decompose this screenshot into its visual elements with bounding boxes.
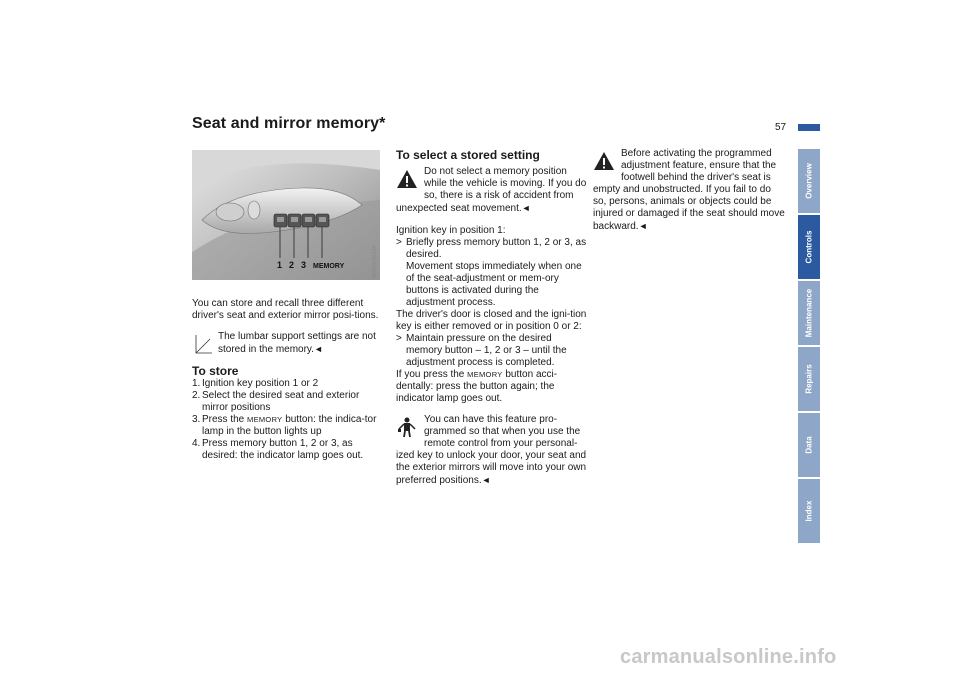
service-technician-icon (396, 416, 418, 438)
memory-button-label-3: 3 (301, 260, 307, 270)
nav-tab-label: Overview (804, 163, 814, 199)
step-number: 2. (192, 390, 201, 401)
nav-tab-overview[interactable] (798, 149, 820, 213)
column-2 (396, 148, 588, 487)
step-text: Ignition key position 1 or 2 (202, 378, 319, 389)
memory-small-caps: MEMORY (467, 370, 503, 379)
select-steps-list-2 (396, 333, 588, 369)
step-text: button: the indica-tor lamp in the button lights up (202, 414, 377, 437)
nav-tab-index[interactable] (798, 479, 820, 543)
nav-tab-label: Repairs (804, 364, 814, 394)
memory-button-label-1: 1 (277, 260, 283, 270)
intro-text: You can store and recall three different driver's seat and exterior mirror posi-tions. (192, 298, 379, 321)
select-setting-heading: To select a stored setting (396, 148, 540, 162)
warning-triangle-icon (396, 168, 418, 190)
nav-tab-label: Maintenance (804, 288, 814, 338)
figure-code: MV01470CMA (372, 245, 378, 278)
end-mark: ◄ (313, 344, 323, 354)
page-title: Seat and mirror memory* (192, 115, 386, 132)
nav-tab-data[interactable] (798, 413, 820, 477)
column-3 (593, 148, 785, 233)
step-number: 1. (192, 378, 201, 389)
end-mark: ◄ (481, 475, 491, 485)
programming-tip (396, 414, 588, 487)
list-item (396, 237, 588, 309)
bullet-text-cont: Movement stops immediately when one of the seat-adjustment or mem-ory buttons is activated during the adjustment process. (406, 261, 582, 308)
step-text: Press memory button 1, 2 or 3, as desired: the indicator lamp goes out. (202, 438, 364, 461)
nav-tab-repairs[interactable] (798, 347, 820, 411)
nav-tab-controls[interactable] (798, 215, 820, 279)
watermark: carmanualsonline.info (620, 646, 837, 668)
warning-triangle-icon (593, 150, 615, 172)
nav-tab-maintenance[interactable] (798, 281, 820, 345)
ignition-text: Ignition key in position 1: (396, 225, 506, 236)
store-steps-list (192, 378, 384, 462)
step-text: Press the (202, 414, 248, 425)
moving-warning-text: Do not select a memory position while the vehicle is moving. If you do so, there is a risk of accident from unexpected seat movement. (396, 166, 587, 214)
step-number: 3. (192, 414, 201, 425)
accidental-press-text: If you press the MEMORY button acci-dentally: press the button again; the indicator lamp goes out. (396, 369, 558, 404)
page-tab-marker (798, 124, 820, 131)
note-arrow-icon (192, 333, 214, 355)
to-store-heading: To store (192, 364, 239, 378)
moving-warning (396, 166, 588, 215)
nav-tab-label: Data (804, 436, 814, 454)
nav-tab-label: Index (804, 500, 814, 522)
page-number: 57 (775, 122, 787, 133)
section-nav (798, 149, 820, 545)
footwell-warning-text: Before activating the programmed adjustment feature, ensure that the footwell behind the driver's seat is empty and unobstructed. If you fail to do so, persons, animals or objects could be injured or damaged if the seat should move backward. (593, 148, 785, 232)
programming-tip-text: You can have this feature pro-grammed so that when you use the remote control from your personal-ized key to unlock your door, your seat and the exterior mirrors will move into your own preferred positions. (396, 414, 587, 486)
end-mark: ◄ (521, 203, 531, 213)
step-text: Select the desired seat and exterior mirror positions (202, 390, 360, 413)
seat-memory-illustration (192, 150, 380, 280)
step-number: 4. (192, 438, 201, 449)
memory-button-label: MEMORY (313, 263, 345, 270)
lumbar-note-text: The lumbar support settings are not stored in the memory. (218, 331, 376, 355)
memory-button-label-2: 2 (289, 260, 295, 270)
list-item (192, 378, 384, 390)
footwell-warning (593, 148, 785, 233)
select-steps-list (396, 237, 588, 309)
list-item (192, 390, 384, 414)
bullet-text: Maintain pressure on the desired memory button – 1, 2 or 3 – until the adjustment process is completed. (406, 333, 567, 368)
bullet-text: Briefly press memory button 1, 2 or 3, as desired. (406, 237, 587, 260)
lumbar-note (192, 331, 384, 356)
list-item (396, 333, 588, 369)
end-mark: ◄ (638, 221, 648, 231)
memory-small-caps: MEMORY (247, 415, 283, 424)
column-1 (192, 298, 384, 462)
list-item (192, 414, 384, 438)
door-text: The driver's door is closed and the igni-tion key is either removed or in position 0 or 2: (396, 309, 587, 332)
nav-tab-label: Controls (804, 230, 814, 264)
list-item (192, 438, 384, 462)
